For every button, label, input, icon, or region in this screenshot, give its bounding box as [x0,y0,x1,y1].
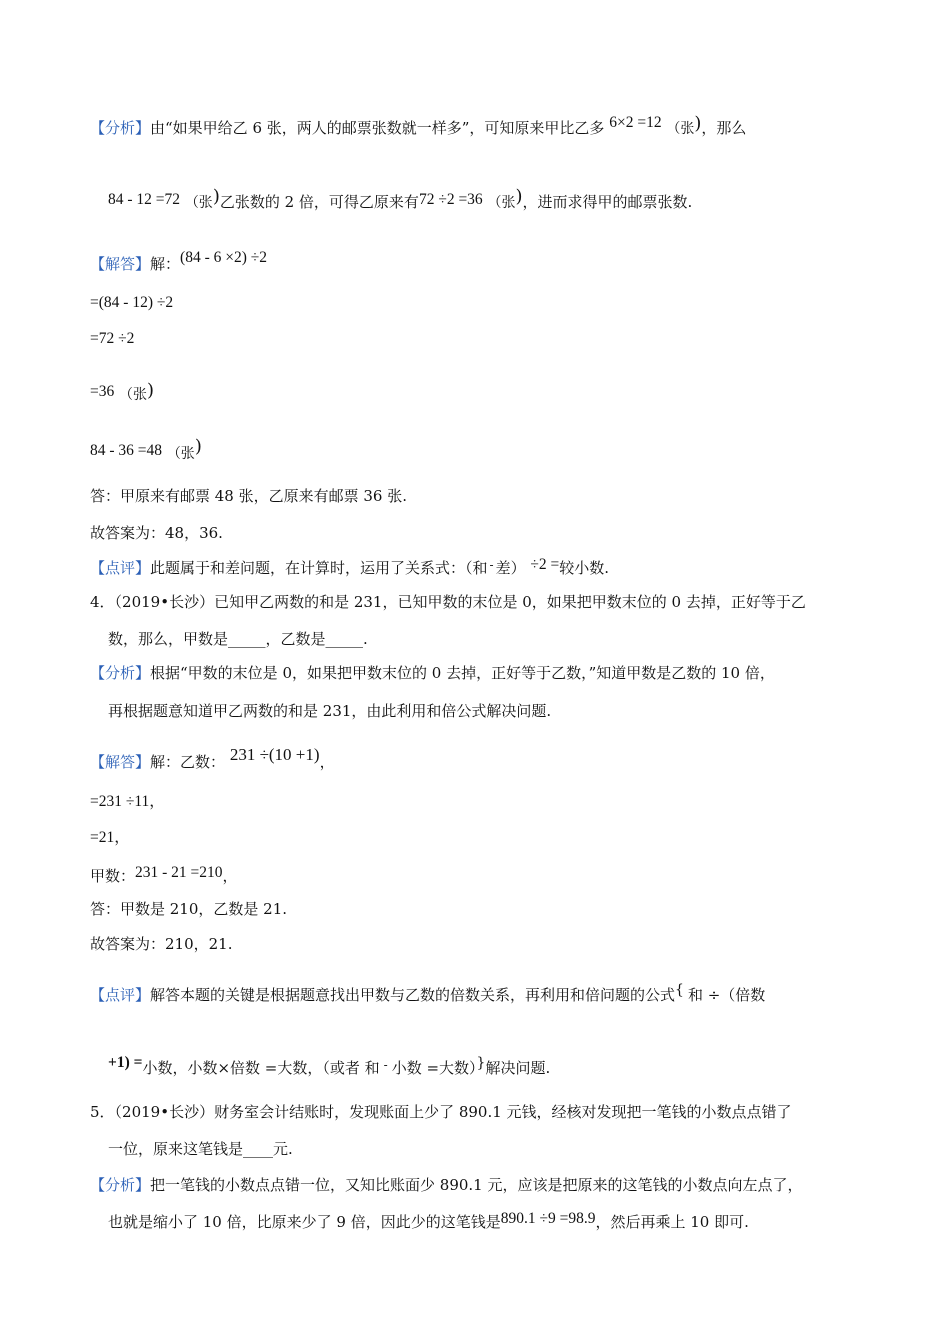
q3-solution-line [90,249,268,275]
comment-label: 【点评】 [90,986,151,1004]
comment-text: 和 ÷（倍数 [687,986,766,1004]
math-expression: 231 ÷(10 +1) [229,745,320,764]
q4-question-line1: 4．（2019•长沙）已知甲乙两数的和是 231，已知甲数的末位是 0，如果把甲数末位的 0 去掉，正好等于乙 [90,593,806,611]
comment-text: 小数 =大数） [391,1059,477,1077]
analysis-label: 【分析】 [90,1176,151,1194]
comment-text: 解答本题的关键是根据题意找出甲数与乙数的倍数关系，再利用和倍问题的公式 [150,986,676,1004]
comment-text: 小数，小数×倍数 =大数，（或者 和 [142,1059,380,1077]
comment-text: 解决问题. [485,1059,551,1077]
solution-intro: 解：乙数： [150,753,226,771]
math-expression: +1) = [108,1054,143,1071]
unit-text: （张 [166,446,195,462]
analysis-text: ，那么 [701,119,747,137]
q4-comment-line2 [108,1054,551,1079]
step-intro: 甲数： [90,867,136,885]
math-expression: 84 - 12 =72 [108,191,181,208]
q5-analysis-line2 [108,1212,749,1233]
q4-step1: =231 ÷11， [90,793,165,810]
paren: ) [147,380,155,401]
math-expression: (84 - 6 ×2) ÷2 [180,249,268,266]
q3-step1: =(84 - 12) ÷2 [90,294,174,311]
q4-analysis-line1 [90,663,775,683]
q4-step2: =21， [90,829,130,846]
analysis-text: ，然后再乘上 10 即可. [595,1213,749,1231]
q3-answer: 答：甲原来有邮票 48 张，乙原来有邮票 36 张. [90,487,408,505]
unit-text: （张 [184,195,213,211]
q5-analysis-line1 [90,1175,803,1195]
brace: { [675,982,684,998]
q3-comment-line [90,558,609,579]
comment-text: 较小数. [559,559,610,577]
math-expression: 72 ÷2 =36 [418,191,483,208]
comment-text: 此题属于和差问题，在计算时，运用了关系式：（和 [150,559,488,577]
analysis-text: 把一笔钱的小数点点错一位，又知比账面少 890.1 元，应该是把原来的这笔钱的小数点向左点了， [150,1176,803,1194]
paren: ) [515,186,523,207]
q4-analysis-line2: 再根据题意知道甲乙两数的和是 231，由此利用和倍公式解决问题. [108,702,552,720]
q3-step3 [90,381,154,402]
solution-label: 【解答】 [90,255,151,273]
q5-question-line2: 一位，原来这笔钱是____元. [108,1140,293,1158]
q3-step2: =72 ÷2 [90,330,135,347]
punctuation: ， [222,867,238,885]
solution-intro: 解： [150,255,181,273]
analysis-text: ，进而求得甲的邮票张数. [522,193,693,211]
unit-text: （张 [487,195,516,211]
unit-text: （张 [119,387,148,403]
q4-solution-line [90,745,335,772]
q4-final-answer: 故答案为：210，21. [90,935,233,953]
paren: ) [694,113,702,134]
paren: ) [194,436,202,457]
solution-label: 【解答】 [90,753,151,771]
unit-text: （张 [666,121,695,137]
analysis-text: 根据“甲数的末位是 0，如果把甲数末位的 0 去掉，正好等于乙数，”知道甲数是乙数的 10 倍， [150,664,775,682]
math-expression: ÷2 = [530,556,560,573]
analysis-text: 也就是缩小了 10 倍，比原来少了 9 倍，因此少的这笔钱是 [108,1213,501,1231]
math-expression: 6×2 =12 [609,114,662,131]
math-expression: 890.1 ÷9 =98.9 [500,1210,596,1227]
q3-analysis-line1 [90,113,747,139]
q4-answer: 答：甲数是 210，乙数是 21. [90,900,288,918]
analysis-text: 由“如果甲给乙 6 张，两人的邮票张数就一样多”，可知原来甲比乙多 [150,119,605,137]
punctuation: ， [319,753,335,771]
math-expression: =36 [90,383,115,400]
q4-question-line2: 数，那么，甲数是_____，乙数是_____. [108,630,368,648]
q3-analysis-line2 [108,186,693,213]
paren: ) [212,186,220,207]
minus-sign: - [383,1058,388,1072]
analysis-text: 乙张数的 2 倍，可得乙原来有 [219,193,419,211]
q5-question-line1: 5．（2019•长沙）财务室会计结账时，发现账面上少了 890.1 元钱，经核对发现把一笔钱的小数点点错了 [90,1103,792,1121]
analysis-label: 【分析】 [90,664,151,682]
q4-comment-line1 [90,982,766,1006]
brace: } [476,1055,486,1071]
math-expression: 231 - 21 =210 [135,864,223,881]
q4-step3 [90,866,238,887]
minus-sign: - [489,558,494,572]
q3-step4 [90,436,202,462]
q3-final-answer: 故答案为：48，36. [90,524,223,542]
comment-label: 【点评】 [90,559,151,577]
analysis-label: 【分析】 [90,119,151,137]
math-expression: 84 - 36 =48 [90,442,163,459]
comment-text: 差） [495,559,526,577]
